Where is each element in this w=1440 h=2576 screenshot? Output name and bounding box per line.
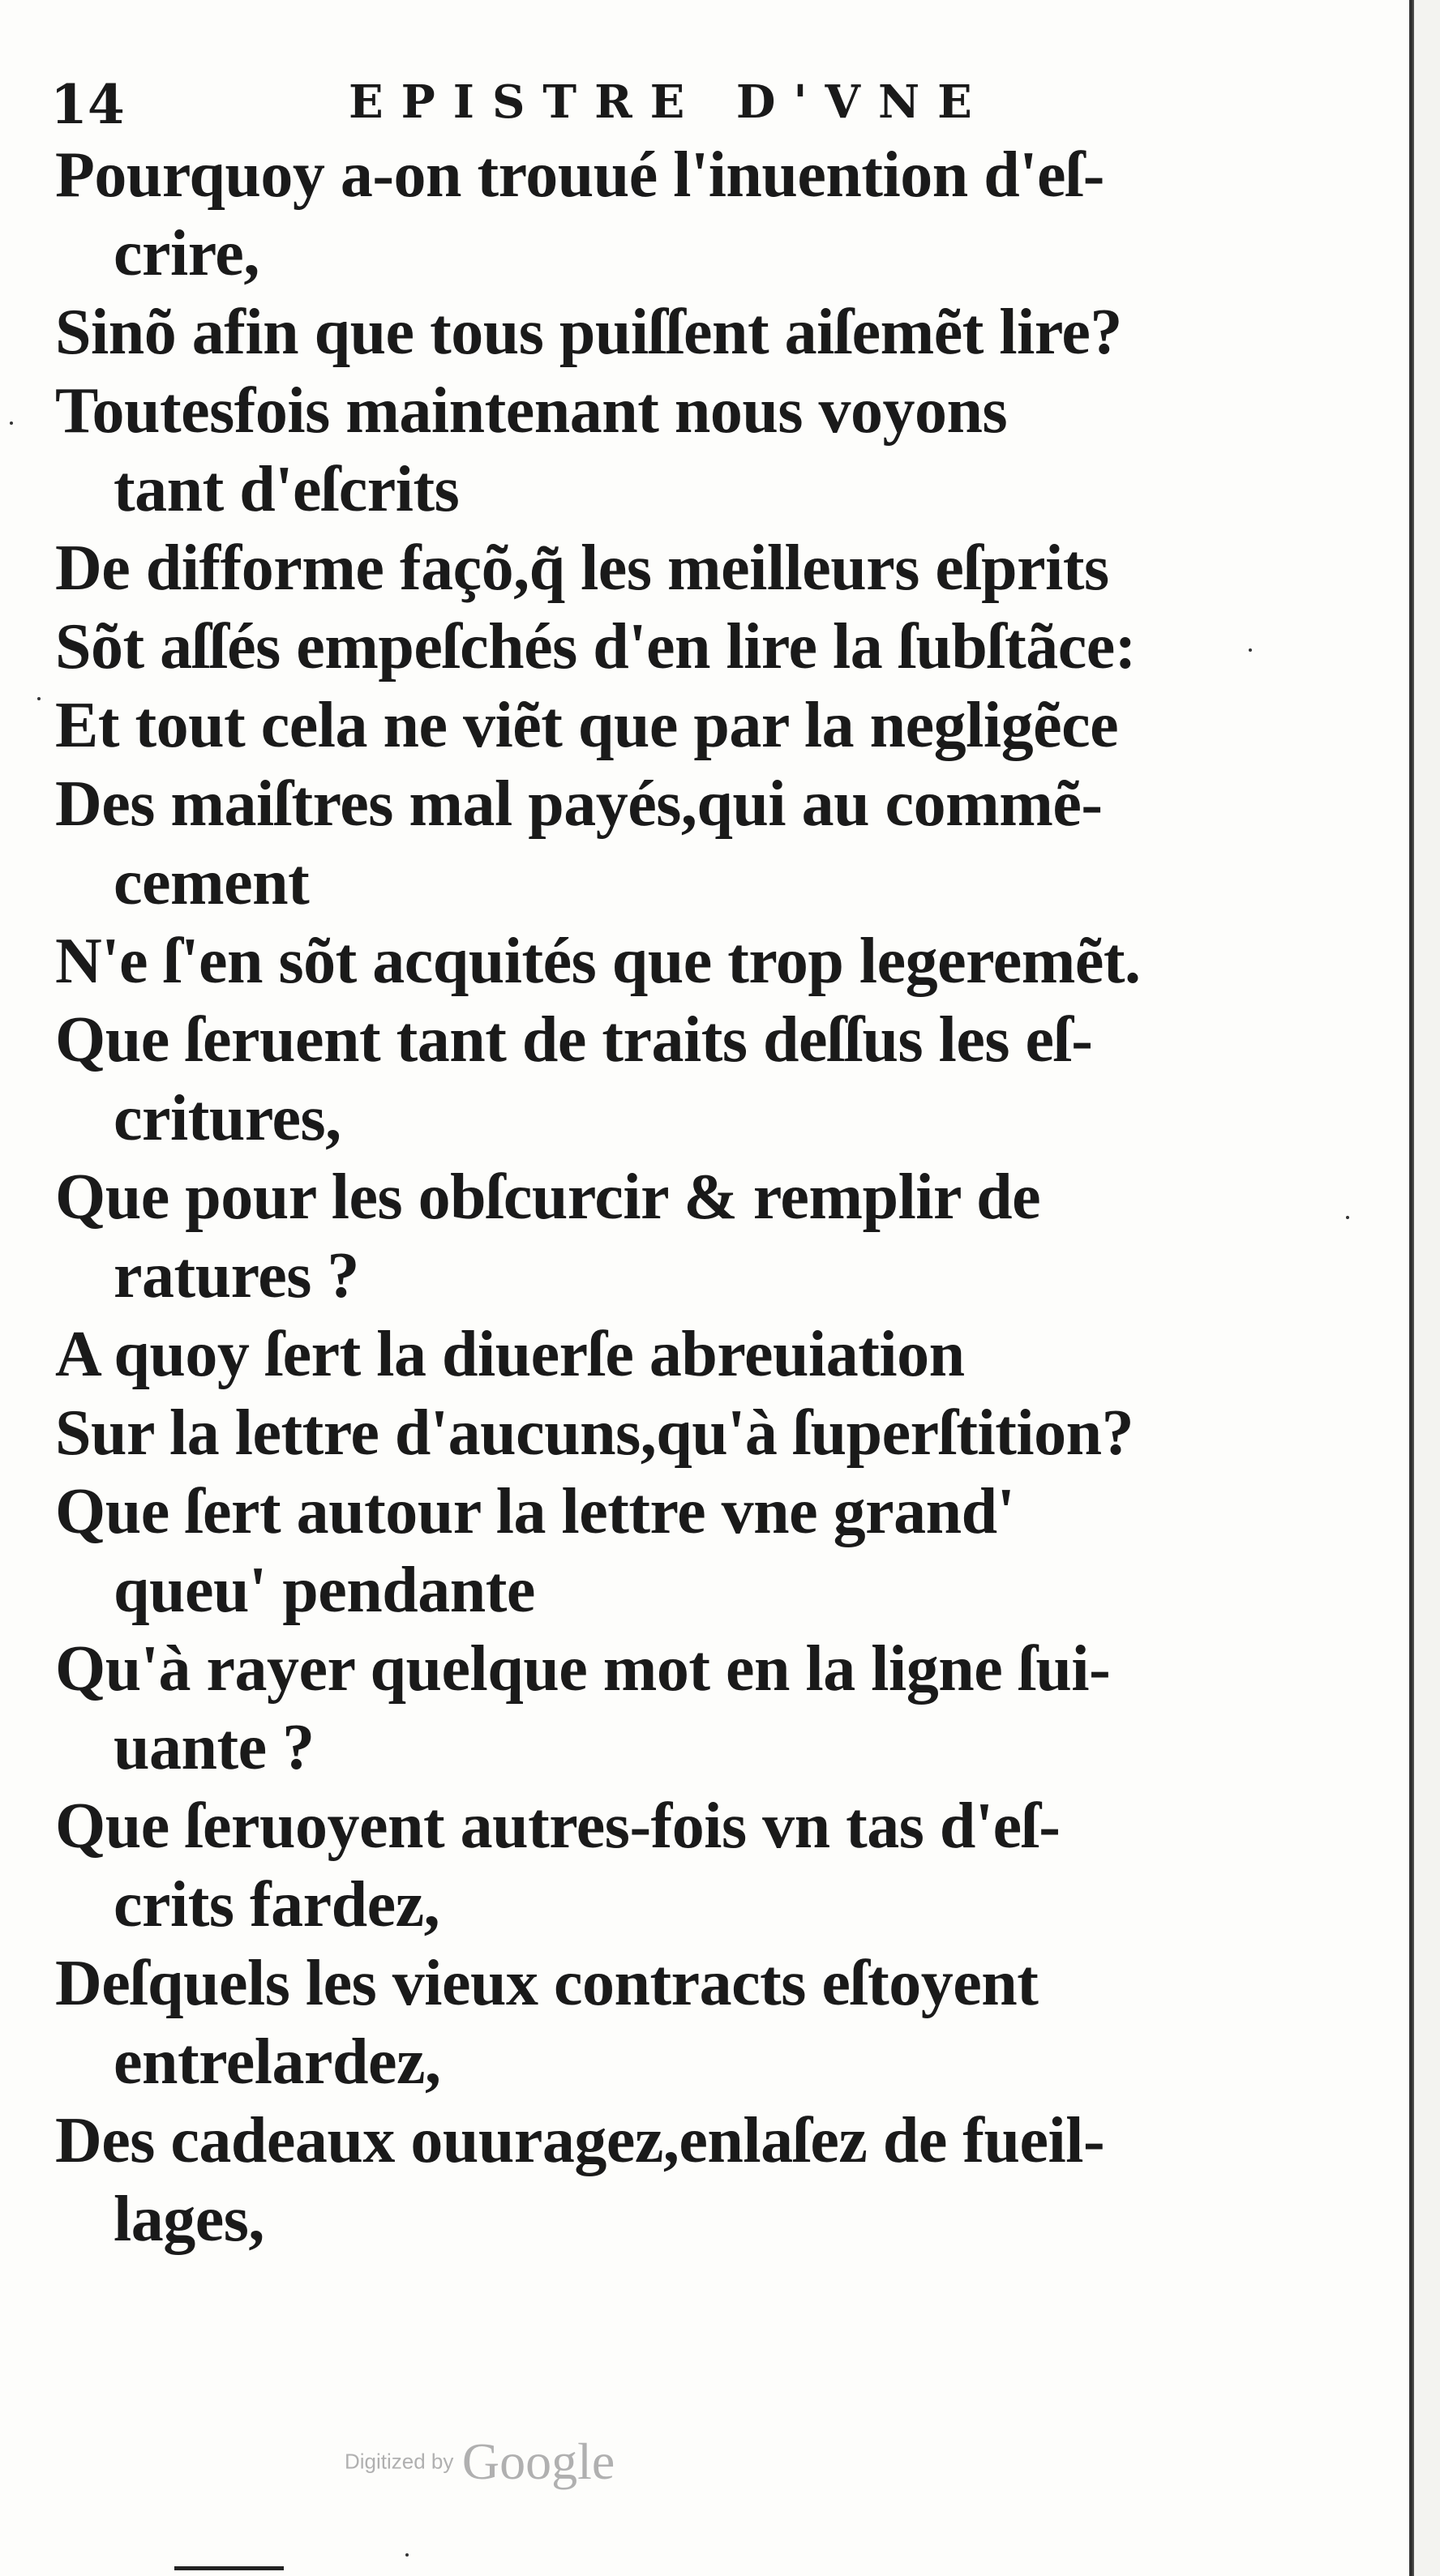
verse-line: queu' pendante bbox=[114, 1555, 535, 1626]
verse-line: lages, bbox=[114, 2184, 264, 2255]
ink-speck bbox=[1249, 648, 1252, 652]
running-head: EPISTRE D'VNE bbox=[349, 75, 990, 129]
verse-line: ratures ? bbox=[114, 1240, 359, 1312]
verse-line: Sõt aſſés empeſchés d'en lire la ſubſtãce: bbox=[55, 611, 1136, 683]
verse-line: A quoy ſert la diuerſe abreuiation bbox=[55, 1319, 965, 1390]
verse-line: Que pour les obſcurcir & remplir de bbox=[55, 1162, 1041, 1233]
google-logo: Google bbox=[461, 2433, 615, 2490]
verse-line: Deſquels les vieux contracts eſtoyent bbox=[55, 1948, 1039, 2019]
verse-line: crits fardez, bbox=[114, 1869, 440, 1941]
verse-line: N'e ſ'en sõt acquités que trop legeremẽt. bbox=[55, 926, 1141, 997]
verse-line: Et tout cela ne viẽt que par la negligẽce bbox=[55, 690, 1119, 761]
verse-line: uante ? bbox=[114, 1712, 315, 1783]
digitized-watermark bbox=[345, 2432, 615, 2492]
verse-line: Que ſeruoyent autres-fois vn tas d'eſ- bbox=[55, 1791, 1061, 1862]
verse-line: cement bbox=[114, 847, 310, 918]
ink-speck bbox=[37, 697, 41, 700]
verse-line: Des cadeaux ouuragez,enlaſez de fueil- bbox=[55, 2105, 1105, 2176]
binding-shadow bbox=[1414, 0, 1440, 2576]
verse-line: Qu'à rayer quelque mot en la ligne ſui- bbox=[55, 1633, 1111, 1705]
verse-line: Que ſeruent tant de traits deſſus les eſ- bbox=[55, 1004, 1093, 1076]
verse-line: critures, bbox=[114, 1083, 341, 1154]
verse-line: Sur la lettre d'aucuns,qu'à ſuperſtition? bbox=[55, 1397, 1134, 1469]
bottom-rule bbox=[174, 2566, 284, 2570]
verse-line: Sinõ afin que tous puiſſent aiſemẽt lire? bbox=[55, 297, 1122, 368]
verse-line: tant d'eſcrits bbox=[114, 454, 460, 525]
verse-line: Pourquoy a-on trouué l'inuention d'eſ- bbox=[55, 139, 1104, 211]
verse-line: Des maiſtres mal payés,qui au commẽ- bbox=[55, 768, 1103, 840]
digitized-by-label: Digitized by bbox=[345, 2449, 454, 2474]
verse-line: De difforme façõ,q̃ les meilleurs eſprits bbox=[55, 533, 1109, 604]
ink-speck bbox=[10, 421, 13, 425]
ink-speck bbox=[405, 2553, 409, 2557]
verse-line: Toutesfois maintenant nous voyons bbox=[55, 375, 1008, 447]
verse-line: crire, bbox=[114, 218, 259, 289]
verse-line: Que ſert autour la lettre vne grand' bbox=[55, 1476, 1015, 1547]
verse-block bbox=[55, 136, 1223, 2259]
verse-line: entrelardez, bbox=[114, 2026, 441, 2098]
ink-speck bbox=[1346, 1216, 1349, 1219]
page-number: 14 bbox=[50, 73, 125, 136]
